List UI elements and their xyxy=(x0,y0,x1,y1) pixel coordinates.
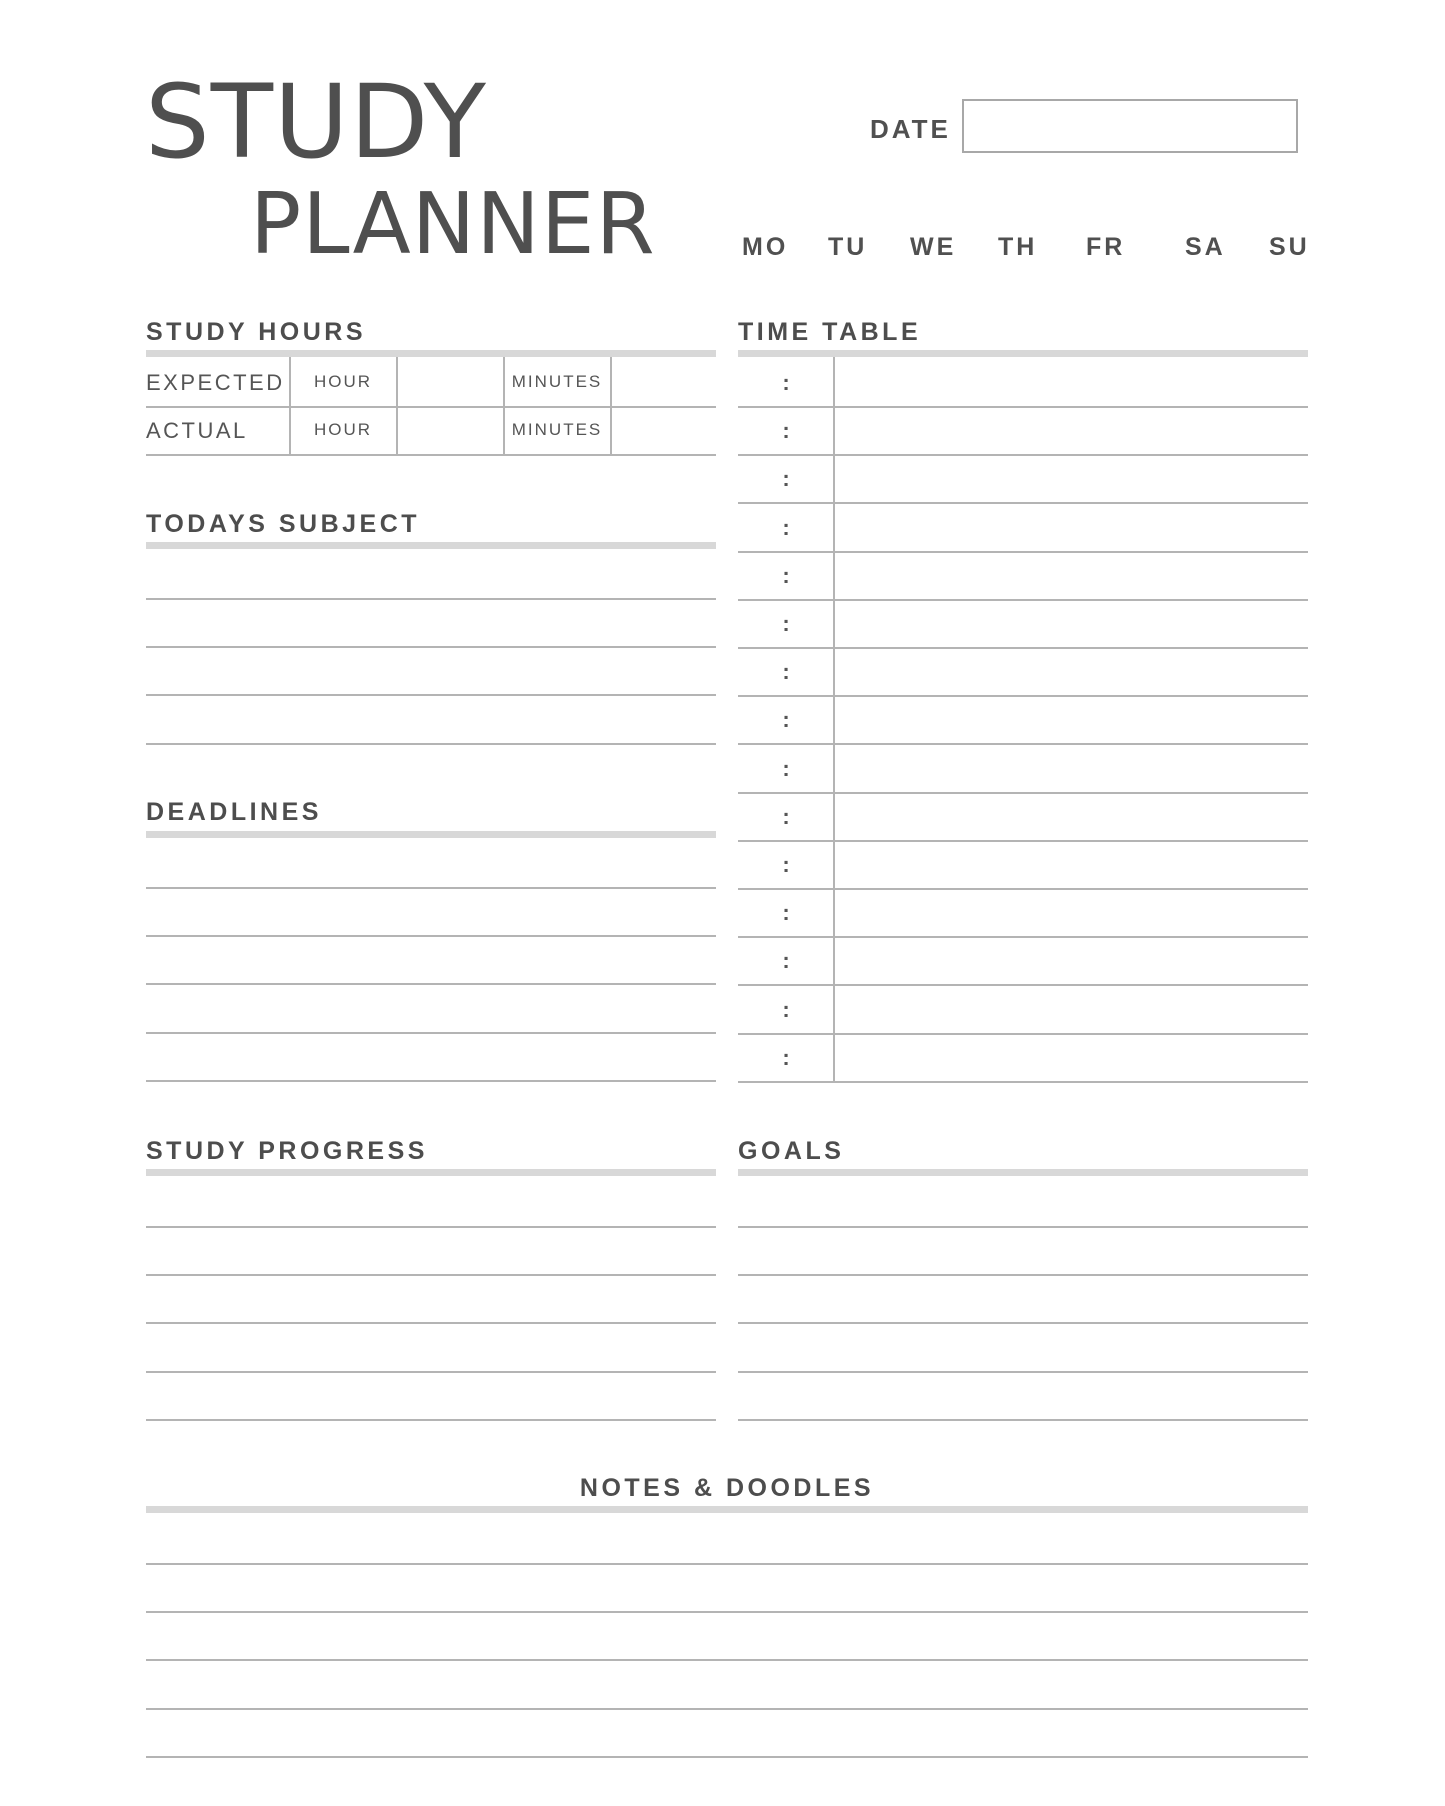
time-slot-separator: : xyxy=(782,755,790,781)
time-slot-rule xyxy=(738,1081,1308,1083)
time-slot-task-field[interactable] xyxy=(836,794,1308,839)
subject-line-field[interactable] xyxy=(146,552,716,597)
time-slot-time-field[interactable] xyxy=(738,842,832,887)
goal-line-field[interactable] xyxy=(738,1228,1308,1273)
hour-label: HOUR xyxy=(313,420,373,439)
time-slot-task-field[interactable] xyxy=(836,1035,1308,1080)
time-slot-separator: : xyxy=(782,370,790,395)
time-slot-separator: : xyxy=(782,611,790,636)
title-line-2: PLANNER xyxy=(250,175,656,274)
study-hours-header-bar xyxy=(146,350,716,357)
table-divider xyxy=(610,357,612,456)
notes-line-field[interactable] xyxy=(146,1662,1308,1707)
weekday-tu[interactable]: TU xyxy=(828,233,868,261)
time-table-heading: TIME TABLE xyxy=(738,318,922,346)
progress-line-field[interactable] xyxy=(146,1276,716,1321)
time-slot-task-field[interactable] xyxy=(836,456,1308,501)
time-slot-separator: : xyxy=(782,466,790,492)
deadline-line-field[interactable] xyxy=(146,889,716,934)
time-slot-time-field[interactable] xyxy=(738,601,832,646)
actual-hour-field[interactable] xyxy=(397,407,503,455)
subject-line-field[interactable] xyxy=(146,697,716,742)
time-slot-task-field[interactable] xyxy=(836,842,1308,887)
weekday-selector xyxy=(742,233,1310,265)
progress-line-field[interactable] xyxy=(146,1180,716,1225)
time-slot-task-field[interactable] xyxy=(836,601,1308,646)
time-slot-time-field[interactable] xyxy=(738,794,832,839)
time-slot-task-field[interactable] xyxy=(836,360,1308,405)
goal-line-field[interactable] xyxy=(738,1180,1308,1225)
time-slot-time-field[interactable] xyxy=(738,649,832,694)
subject-line-rule xyxy=(146,743,716,745)
minutes-label: MINUTES xyxy=(511,372,603,391)
notes-line-field[interactable] xyxy=(146,1565,1308,1610)
goals-heading: GOALS xyxy=(738,1137,845,1165)
time-slot-time-field[interactable] xyxy=(738,408,832,453)
deadline-line-field[interactable] xyxy=(146,986,716,1031)
weekday-fr[interactable]: FR xyxy=(1086,233,1126,261)
goal-line-field[interactable] xyxy=(738,1373,1308,1418)
expected-hour-field[interactable] xyxy=(397,358,503,406)
time-slot-time-field[interactable] xyxy=(738,746,832,791)
weekday-su[interactable]: SU xyxy=(1269,233,1310,261)
time-slot-separator: : xyxy=(782,707,790,733)
time-slot-time-field[interactable] xyxy=(738,938,832,983)
table-divider xyxy=(503,357,505,456)
weekday-th[interactable]: TH xyxy=(998,233,1038,261)
deadlines-heading: DEADLINES xyxy=(146,798,322,826)
time-slot-separator: : xyxy=(782,803,790,829)
time-slot-task-field[interactable] xyxy=(836,746,1308,791)
time-slot-separator: : xyxy=(782,659,790,685)
table-divider xyxy=(289,357,291,456)
todays-subject-header-bar xyxy=(146,542,716,549)
weekday-we[interactable]: WE xyxy=(910,233,957,261)
time-slot-task-field[interactable] xyxy=(836,505,1308,550)
progress-line-field[interactable] xyxy=(146,1373,716,1418)
table-rule xyxy=(146,454,716,456)
time-slot-time-field[interactable] xyxy=(738,456,832,501)
time-slot-task-field[interactable] xyxy=(836,408,1308,453)
study-hours-heading: STUDY HOURS xyxy=(146,318,367,346)
progress-line-field[interactable] xyxy=(146,1228,716,1273)
notes-line-field[interactable] xyxy=(146,1517,1308,1562)
notes-line-rule xyxy=(146,1756,1308,1758)
minutes-label: MINUTES xyxy=(511,420,603,439)
time-slot-separator: : xyxy=(782,514,790,540)
deadline-line-field[interactable] xyxy=(146,841,716,886)
time-slot-task-field[interactable] xyxy=(836,553,1308,598)
deadline-line-rule xyxy=(146,1080,716,1082)
time-slot-time-field[interactable] xyxy=(738,987,832,1032)
subject-line-field[interactable] xyxy=(146,600,716,645)
hour-label: HOUR xyxy=(313,372,373,391)
time-slot-task-field[interactable] xyxy=(836,697,1308,742)
table-divider xyxy=(396,357,398,456)
time-slot-separator: : xyxy=(782,900,790,926)
goals-header-bar xyxy=(738,1169,1308,1176)
weekday-mo[interactable]: MO xyxy=(742,233,789,261)
time-slot-separator: : xyxy=(782,852,790,877)
time-slot-time-field[interactable] xyxy=(738,1035,832,1080)
table-rule xyxy=(146,406,716,408)
study-hours-row-label-expected: EXPECTED xyxy=(146,370,285,395)
time-slot-separator: : xyxy=(782,948,790,974)
actual-minutes-field[interactable] xyxy=(611,407,716,455)
expected-minutes-field[interactable] xyxy=(611,358,716,406)
time-slot-time-field[interactable] xyxy=(738,553,832,598)
deadlines-header-bar xyxy=(146,831,716,838)
time-slot-separator: : xyxy=(782,996,790,1022)
time-slot-separator: : xyxy=(782,1044,790,1070)
goal-line-rule xyxy=(738,1419,1308,1421)
notes-doodles-heading: NOTES & DOODLES xyxy=(579,1474,875,1502)
subject-line-field[interactable] xyxy=(146,648,716,693)
date-label: DATE xyxy=(870,114,951,144)
progress-line-rule xyxy=(146,1419,716,1421)
deadline-line-field[interactable] xyxy=(146,937,716,982)
notes-doodles-header-bar xyxy=(146,1506,1308,1513)
progress-line-field[interactable] xyxy=(146,1325,716,1370)
deadline-line-field[interactable] xyxy=(146,1034,716,1079)
goal-line-field[interactable] xyxy=(738,1276,1308,1321)
time-table-divider xyxy=(833,357,835,1083)
time-table-header-bar xyxy=(738,350,1308,357)
time-slot-time-field[interactable] xyxy=(738,505,832,550)
title-line-1: STUDY xyxy=(145,63,487,182)
time-slot-time-field[interactable] xyxy=(738,697,832,742)
todays-subject-heading: TODAYS SUBJECT xyxy=(146,510,421,538)
study-progress-heading: STUDY PROGRESS xyxy=(146,1137,428,1165)
time-slot-task-field[interactable] xyxy=(836,649,1308,694)
study-progress-header-bar xyxy=(146,1169,716,1176)
time-slot-time-field[interactable] xyxy=(738,360,832,405)
study-hours-row-label-actual: ACTUAL xyxy=(146,418,248,443)
time-slot-task-field[interactable] xyxy=(836,938,1308,983)
notes-line-field[interactable] xyxy=(146,1710,1308,1755)
time-slot-task-field[interactable] xyxy=(836,987,1308,1032)
goal-line-field[interactable] xyxy=(738,1325,1308,1370)
date-field[interactable] xyxy=(962,99,1298,153)
time-slot-task-field[interactable] xyxy=(836,890,1308,935)
notes-line-field[interactable] xyxy=(146,1613,1308,1658)
time-slot-separator: : xyxy=(782,562,790,588)
weekday-sa[interactable]: SA xyxy=(1185,233,1226,261)
time-slot-separator: : xyxy=(782,418,790,444)
time-slot-time-field[interactable] xyxy=(738,890,832,935)
